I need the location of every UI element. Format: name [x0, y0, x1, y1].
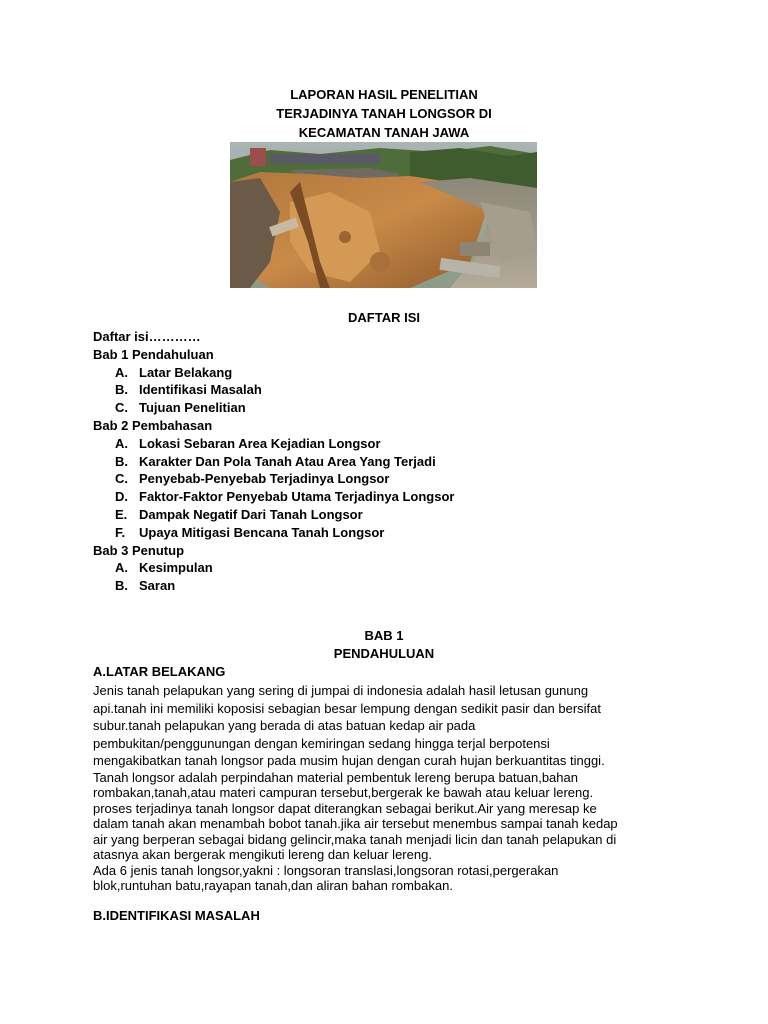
landslide-photo — [230, 142, 537, 288]
toc-item: B. Saran — [115, 578, 176, 594]
toc-item: A. Latar Belakang — [115, 364, 233, 380]
paragraph-line: atasnya akan bergerak mengikuti lereng dan keluar lereng. — [93, 847, 432, 862]
section-b-heading: B.IDENTIFIKASI MASALAH — [93, 908, 260, 923]
toc-item: A. Kesimpulan — [115, 560, 213, 576]
report-title — [0, 85, 768, 142]
toc-item: Bab 2 Pembahasan — [93, 417, 213, 433]
toc-item: B. Karakter Dan Pola Tanah Atau Area Yang Terjadi — [115, 453, 436, 469]
report-title-line-2: TERJADINYA TANAH LONGSOR DI — [276, 106, 492, 121]
paragraph-line: dalam tanah akan menambah bobot tanah.jika air tersebut menembus sampai tanah kedap — [93, 816, 618, 831]
toc-item: F. Upaya Mitigasi Bencana Tanah Longsor — [115, 524, 385, 540]
paragraph-line: mengakibatkan tanah longsor pada musim hujan dengan curah hujan berkuantitas tinggi. — [93, 753, 605, 768]
report-title-line-3: KECAMATAN TANAH JAWA — [298, 125, 470, 140]
paragraph-line: Jenis tanah pelapukan yang sering di jumpai di indonesia adalah hasil letusan gunung — [93, 683, 589, 698]
toc-item: Bab 3 Penutup — [93, 542, 185, 558]
background-paragraph — [93, 682, 683, 894]
toc-item: D. Faktor-Faktor Penyebab Utama Terjadinya Longsor — [115, 489, 455, 505]
table-of-contents — [93, 328, 454, 595]
paragraph-line: api.tanah ini memiliki koposisi sebagian besar lempung dengan sedikit pasir dan bersifat — [93, 700, 602, 716]
paragraph-line: proses terjadinya tanah longsor dapat diterangkan sebagai berikut.Air yang meresap ke — [93, 800, 597, 816]
toc-item: Daftar isi………… — [93, 329, 201, 344]
chapter-title: PENDAHULUAN — [333, 646, 435, 661]
paragraph-line: Ada 6 jenis tanah longsor,yakni : longsoran translasi,longsoran rotasi,pergerakan — [93, 862, 559, 878]
toc-item: C. Penyebab-Penyebab Terjadinya Longsor — [115, 471, 390, 487]
toc-item: A. Lokasi Sebaran Area Kejadian Longsor — [115, 435, 381, 451]
toc-item: B. Identifikasi Masalah — [115, 382, 262, 398]
paragraph-line: Tanah longsor adalah perpindahan material pembentuk lereng berupa batuan,bahan — [93, 769, 578, 785]
paragraph-line: pembukitan/penggunungan dengan kemiringan sedang hingga terjal berpotensi — [93, 735, 550, 751]
toc-item: Bab 1 Pendahuluan — [93, 346, 214, 362]
report-title-line-1: LAPORAN HASIL PENELITIAN — [290, 87, 478, 102]
paragraph-line: air yang berperan sebagai bidang gelincir,maka tanah menjadi licin dan tanah pelapukan di — [93, 831, 617, 847]
paragraph-line: subur.tanah pelapukan yang berada di atas batuan kedap air pada — [93, 718, 476, 733]
chapter-label: BAB 1 — [364, 628, 404, 643]
toc-heading: DAFTAR ISI — [348, 310, 420, 325]
section-a-heading: A.LATAR BELAKANG — [93, 664, 226, 679]
paragraph-line: blok,runtuhan batu,rayapan tanah,dan aliran bahan rombakan. — [93, 878, 453, 893]
toc-item: C. Tujuan Penelitian — [115, 400, 246, 416]
toc-item: E. Dampak Negatif Dari Tanah Longsor — [115, 506, 363, 522]
paragraph-line: rombakan,tanah,atau materi campuran tersebut,bergerak ke bawah atau keluar lereng. — [93, 785, 594, 800]
